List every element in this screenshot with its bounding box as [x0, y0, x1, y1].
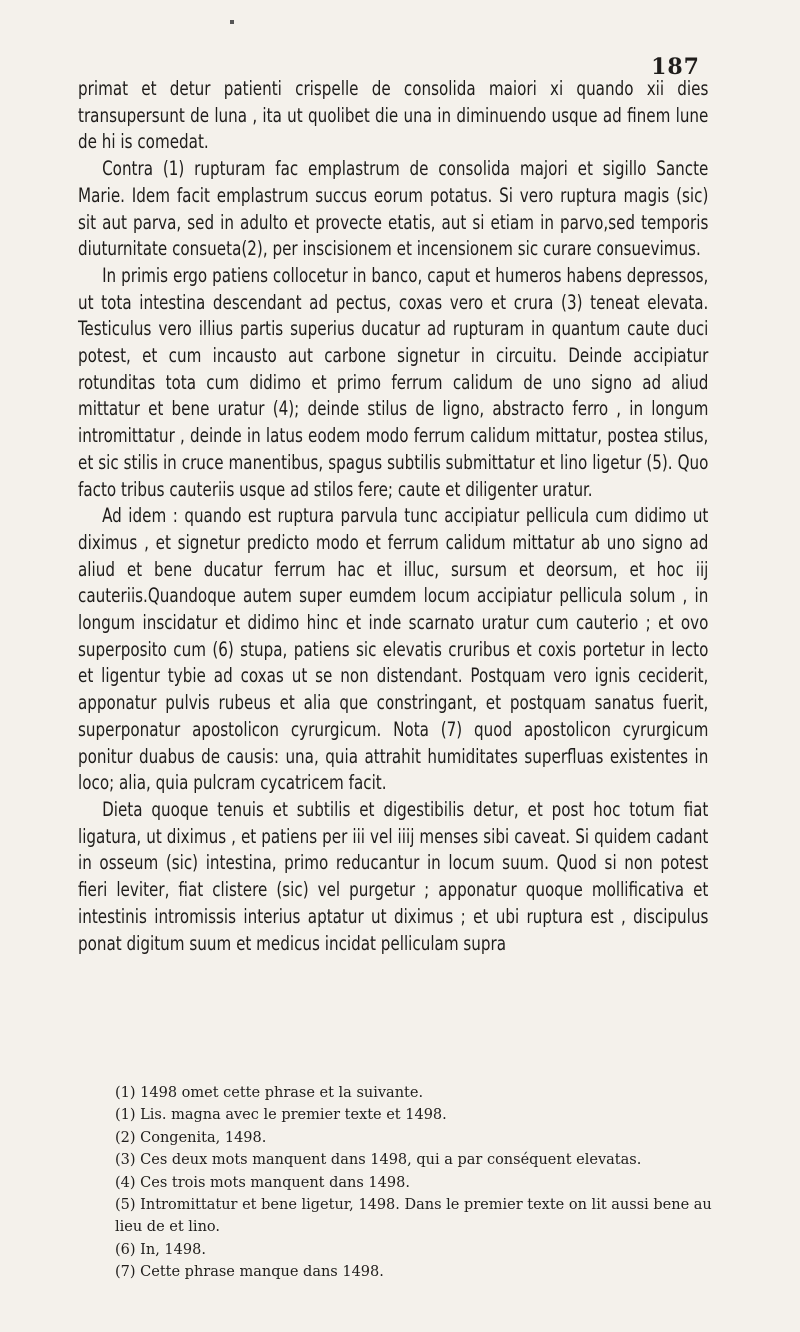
footnotes [115, 1082, 715, 1284]
paragraph-2: Contra (1) rupturam fac emplastrum de consolida majori et sigillo Sancte Marie. Idem facit emplastrum succus eorum potatus. Si vero ruptura magis (sic) sit aut parva, sed in adulto et provecte etatis, aut si etiam in parvo,sed temporis diuturnitate consueta(2), per inscisionem et incensionem sic curare consuevimus. [78, 157, 709, 261]
footnote-6: (5) Intromittatur et bene ligetur, 1498. Dans le premier texte on lit aussi bene au lieu de et lino. [115, 1197, 712, 1236]
paragraph-5: Dieta quoque tenuis et subtilis et digestibilis detur, et post hoc totum fiat ligatura, ut diximus , et patiens per iii vel iiij menses sibi caveat. Si quidem cadant in osseum (sic) intestina, primo reducantur in locum suum. Quod si non potest fieri leviter, fiat clistere (sic) vel purgetur ; apponatur quoque mollificativa et intestinis intromissis interius aptatur ut diximus ; et ubi ruptura est , discipulus ponat digitum suum et medicus incidat pelliculam supra [78, 797, 709, 955]
page-number: 187 [651, 54, 700, 80]
footnote-2: (1) Lis. magna avec le premier texte et 1498. [115, 1107, 447, 1124]
footnote-7: (6) In, 1498. [115, 1241, 206, 1258]
main-text [78, 76, 708, 957]
footnote-4: (3) Ces deux mots manquent dans 1498, qui a par conséquent elevatas. [115, 1152, 642, 1169]
print-speck [230, 20, 234, 24]
paragraph-3: In primis ergo patiens collocetur in banco, caput et humeros habens depressos, ut tota intestina descendant ad pectus, coxas vero et crura (3) teneat elevata. Testiculus vero illius partis superius ducatur ad rupturam in quantum caute duci potest, et cum incausto aut carbone signetur in circuitu. Deinde accipiatur rotunditas tota cum didimo et primo ferrum calidum de uno signo ad aliud mittatur et bene uratur (4); deinde stilus de ligno, abstracto ferro , in longum intromittatur , deinde in latus eodem modo ferrum calidum mittatur, postea stilus, et sic stilis in cruce manentibus, spagus subtilis submittatur et lino ligetur (5). Quo facto tribus cauteriis usque ad stilos fere; caute et diligenter uratur. [78, 263, 709, 501]
footnote-1: (1) 1498 omet cette phrase et la suivante. [115, 1085, 424, 1101]
footnote-3: (2) Congenita, 1498. [115, 1129, 267, 1146]
footnote-5: (4) Ces trois mots manquent dans 1498. [115, 1174, 410, 1191]
paragraph-4: Ad idem : quando est ruptura parvula tunc accipiatur pellicula cum didimo ut diximus , et signetur predicto modo et ferrum calidum mittatur ab uno signo ad aliud et bene ducatur ferrum hac et illuc, sursum et deorsum, et hoc iij cauteriis.Quandoque autem super eumdem locum accipiatur pellicula solum , in longum inscidatur et didimo hinc et inde scarnato uratur cum cauterio ; et ovo superposito cum (6) stupa, patiens sic elevatis cruribus et coxis portetur in lecto et ligentur tybie ad coxas ut se non distendant. Postquam vero ignis ceciderit, apponatur pulvis rubeus et alia que constringant, et postquam sanatus fuerit, superponatur apostolicon cyrurgicum. Nota (7) quod apostolicon cyrurgicum ponitur duabus de causis: una, quia attrahit humiditates superfluas existentes in loco; alia, quia pulcram cycatricem facit. [78, 504, 709, 795]
footnote-8: (7) Cette phrase manque dans 1498. [115, 1264, 384, 1281]
paragraph-1: primat et detur patienti crispelle de consolida maiori xi quando xii dies transupersunt de luna , ita ut quolibet die una in diminuendo usque ad finem lune de hi is comedat. [78, 77, 709, 154]
